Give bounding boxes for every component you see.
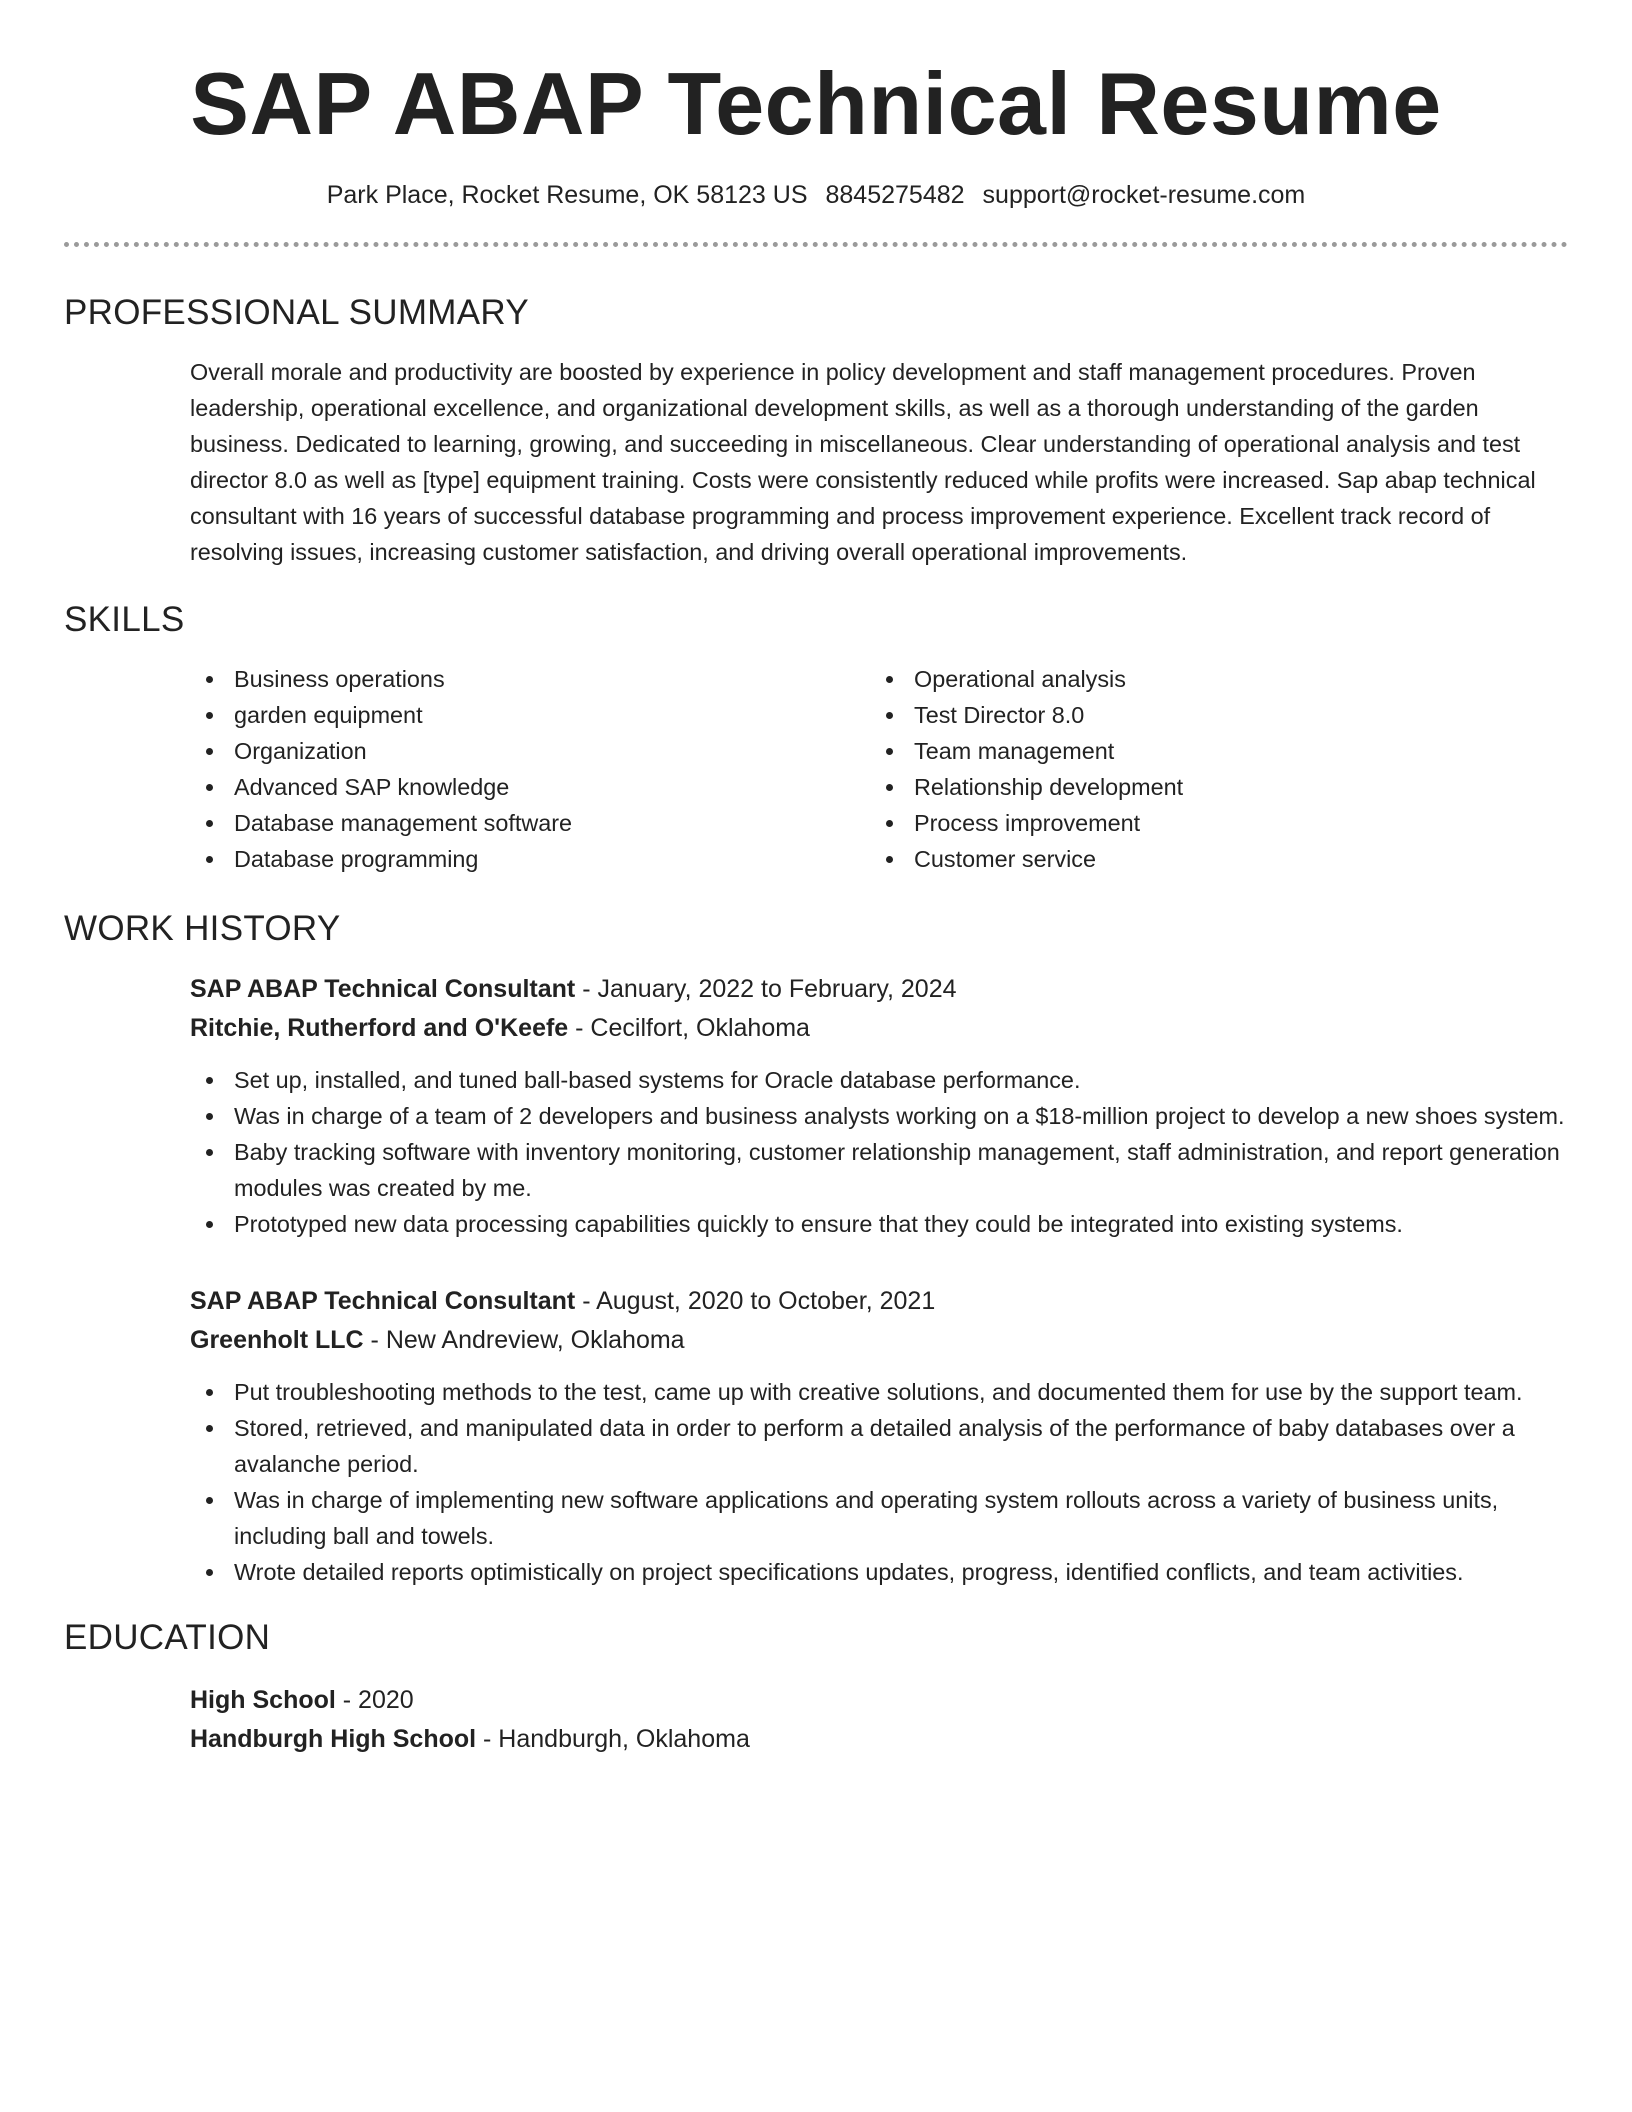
job-bullets — [190, 1062, 1568, 1242]
skill-item: Database programming — [190, 841, 870, 877]
job-bullet: Was in charge of a team of 2 developers and business analysts working on a $18-million project to develop a new shoes system. — [190, 1098, 1568, 1134]
work-history-section — [64, 907, 1568, 1590]
summary-heading: PROFESSIONAL SUMMARY — [64, 293, 529, 332]
job-bullets — [190, 1374, 1568, 1590]
contact-phone: 8845275482 — [825, 181, 965, 209]
education-degree: High School — [190, 1686, 336, 1714]
job-title-line — [190, 970, 1568, 1009]
skill-item: Database management software — [190, 805, 870, 841]
job-bullet: Stored, retrieved, and manipulated data in order to perform a detailed analysis of the performance of baby databases over a avalanche period. — [190, 1410, 1568, 1482]
job-company-line — [190, 1009, 1568, 1048]
header-divider — [64, 242, 1568, 247]
skill-item: garden equipment — [190, 697, 870, 733]
contact-email: support@rocket-resume.com — [982, 181, 1306, 209]
skill-item: Relationship development — [870, 769, 1550, 805]
job-company: Ritchie, Rutherford and O'Keefe — [190, 1014, 569, 1042]
education-degree-line — [190, 1681, 1568, 1720]
job-company-line — [190, 1321, 1568, 1360]
job-title-line — [190, 1282, 1568, 1321]
job-company: Greenholt LLC — [190, 1326, 364, 1354]
job-dates: - January, 2022 to February, 2024 — [575, 975, 957, 1003]
skills-grid — [190, 661, 1568, 877]
skill-item: Test Director 8.0 — [870, 697, 1550, 733]
skills-section — [64, 598, 1568, 877]
job-bullet: Baby tracking software with inventory monitoring, customer relationship management, staff administration, and report generation modules was created by me. — [190, 1134, 1568, 1206]
education-entry — [190, 1681, 1568, 1759]
education-school-line — [190, 1720, 1568, 1759]
skill-item: Customer service — [870, 841, 1550, 877]
job-bullet: Wrote detailed reports optimistically on project specifications updates, progress, identified conflicts, and team activities. — [190, 1554, 1568, 1590]
job-entry — [190, 1282, 1568, 1590]
resume-title: SAP ABAP Technical Resume — [190, 54, 1442, 153]
contact-line — [64, 178, 1568, 212]
job-role: SAP ABAP Technical Consultant — [190, 975, 576, 1003]
summary-section — [64, 291, 1568, 570]
contact-address: Park Place, Rocket Resume, OK 58123 US — [326, 181, 808, 209]
work-history-heading: WORK HISTORY — [64, 909, 341, 948]
skills-column-right — [870, 661, 1550, 877]
summary-text: Overall morale and productivity are boosted by experience in policy development and staff management procedures. Proven leadership, operational excellence, and organizational development skills, as well as a thorough understanding of the garden business. Dedicated to learning, growing, and succeeding in miscellaneous. Clear understanding of operational analysis and test director 8.0 as well as [type] equipment training. Costs were consistently reduced while profits were increased. Sap abap technical consultant with 16 years of successful database programming and process improvement experience. Excellent track record of resolving issues, increasing customer satisfaction, and driving overall operational improvements. — [190, 359, 1536, 565]
education-school: Handburgh High School — [190, 1725, 477, 1753]
job-role: SAP ABAP Technical Consultant — [190, 1287, 576, 1315]
education-location: - Handburgh, Oklahoma — [476, 1725, 750, 1753]
job-bullet: Put troubleshooting methods to the test, came up with creative solutions, and documented them for use by the support team. — [190, 1374, 1568, 1410]
skills-column-left — [190, 661, 870, 877]
education-year: - 2020 — [335, 1686, 414, 1714]
skill-item: Team management — [870, 733, 1550, 769]
job-dates: - August, 2020 to October, 2021 — [575, 1287, 936, 1315]
skill-item: Business operations — [190, 661, 870, 697]
skills-heading: SKILLS — [64, 600, 185, 639]
skill-item: Operational analysis — [870, 661, 1550, 697]
skill-item: Organization — [190, 733, 870, 769]
education-heading: EDUCATION — [64, 1618, 271, 1657]
education-section — [64, 1616, 1568, 1759]
skill-item: Advanced SAP knowledge — [190, 769, 870, 805]
skill-item: Process improvement — [870, 805, 1550, 841]
job-entry — [190, 970, 1568, 1242]
job-bullet: Was in charge of implementing new software applications and operating system rollouts across a variety of business units, including ball and towels. — [190, 1482, 1568, 1554]
job-bullet: Set up, installed, and tuned ball-based systems for Oracle database performance. — [190, 1062, 1568, 1098]
job-location: - Cecilfort, Oklahoma — [568, 1014, 810, 1042]
job-bullet: Prototyped new data processing capabilities quickly to ensure that they could be integrated into existing systems. — [190, 1206, 1568, 1242]
job-location: - New Andreview, Oklahoma — [363, 1326, 685, 1354]
